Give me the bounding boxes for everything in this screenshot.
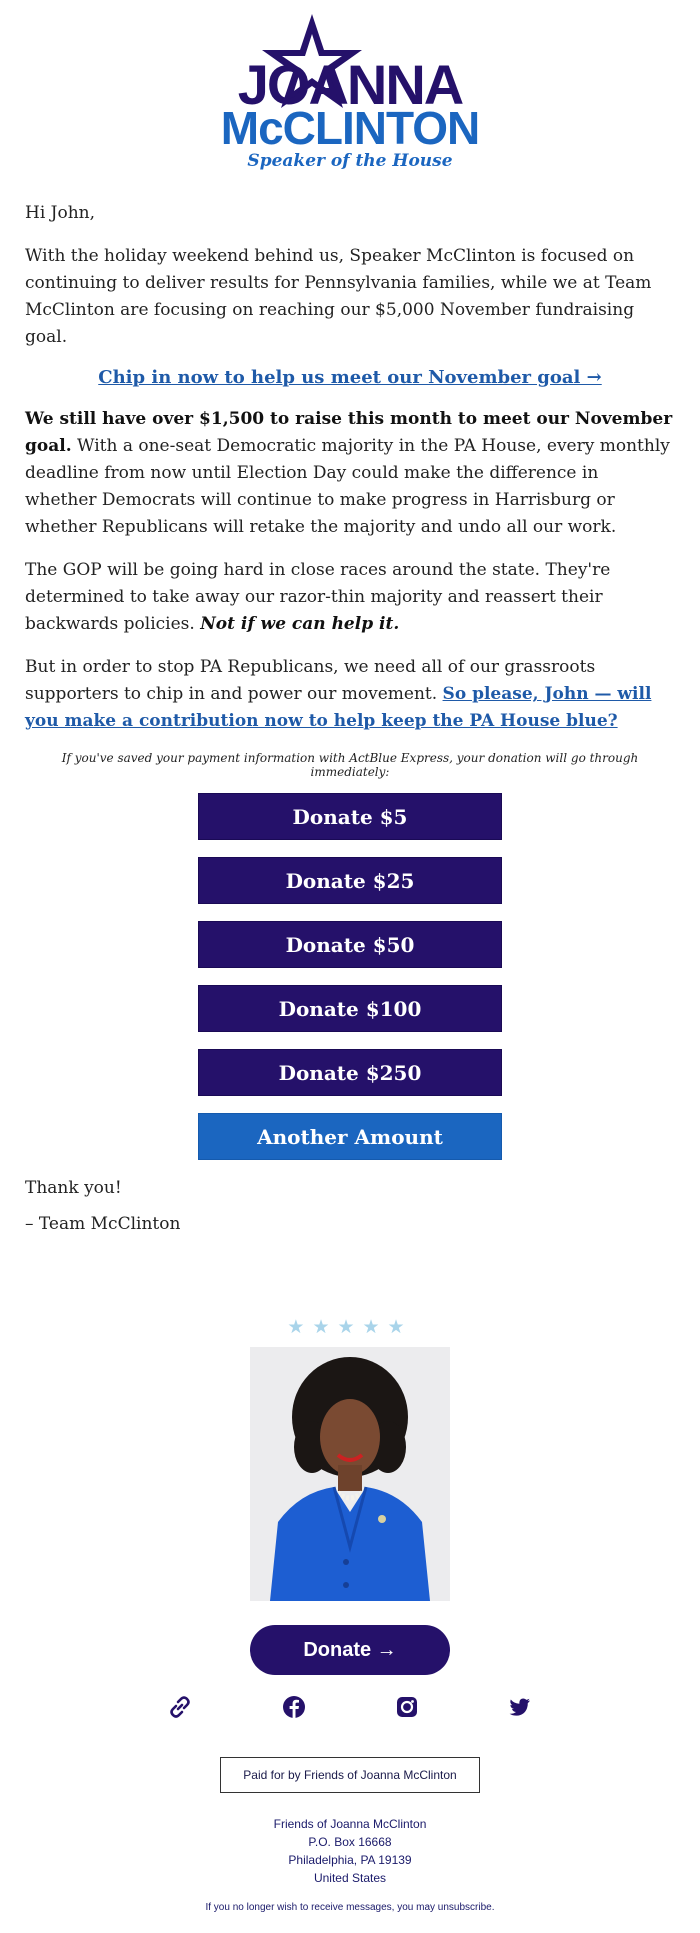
address-line: Philadelphia, PA 19139 [288, 1853, 412, 1867]
paragraph-ask [25, 654, 675, 735]
link-icon[interactable] [167, 1694, 193, 1720]
logo-line1: JOANNA [237, 53, 463, 116]
gop-text: The GOP will be going hard in close races around the state. They're determined to take away our razor-thin majority and reassert their backwards policies. [25, 560, 611, 634]
donate-5-button[interactable]: Donate $5 [198, 793, 502, 840]
signature: – Team McClinton [25, 1214, 181, 1234]
goal-bold-text: We still have over $1,500 to raise this month to meet our November goal. [25, 409, 673, 456]
donate-250-button[interactable]: Donate $250 [198, 1049, 502, 1096]
donate-25-button[interactable]: Donate $25 [198, 857, 502, 904]
another-amount-button[interactable]: Another Amount [198, 1113, 502, 1160]
paid-for-disclaimer: Paid for by Friends of Joanna McClinton [220, 1757, 480, 1793]
social-links [0, 1694, 700, 1724]
logo-tagline: Speaker of the House [247, 151, 453, 171]
unsubscribe-text[interactable]: If you no longer wish to receive messages, you may unsubscribe. [205, 1902, 495, 1913]
paragraph-intro: With the holiday weekend behind us, Speaker McClinton is focused on continuing to deliver results for Pennsylvania families, while we at Team McClinton are focusing on reaching our $5,000 November fundraising goal. [25, 246, 652, 347]
chip-in-link[interactable]: Chip in now to help us meet our November goal → [98, 367, 602, 388]
instagram-icon[interactable] [394, 1694, 420, 1720]
paragraph-goal [25, 406, 675, 541]
donate-100-button[interactable]: Donate $100 [198, 985, 502, 1032]
thank-you: Thank you! [25, 1178, 122, 1198]
twitter-icon[interactable] [507, 1694, 533, 1720]
facebook-icon[interactable] [281, 1694, 307, 1720]
actblue-note: If you've saved your payment information with ActBlue Express, your donation will go through immediately: [61, 751, 639, 779]
logo-line2: McCLINTON [220, 102, 480, 154]
donate-50-button[interactable]: Donate $50 [198, 921, 502, 968]
gop-emphasis: Not if we can help it. [200, 614, 400, 634]
candidate-photo [250, 1347, 450, 1601]
footer-donate-button[interactable]: Donate → [250, 1625, 450, 1675]
address-line: Friends of Joanna McClinton [273, 1817, 427, 1831]
mailing-address [0, 1815, 700, 1887]
address-line: P.O. Box 16668 [308, 1835, 392, 1849]
donate-button-list [198, 793, 502, 1160]
goal-rest-text: With a one-seat Democratic majority in the PA House, every monthly deadline from now until Election Day could make the difference in whether Democrats will continue to make progress in Harrisburg or whether Republicans will retake the majority and undo all our work. [25, 436, 670, 537]
contribution-link[interactable]: So please, John — will you make a contribution now to help keep the PA House blue? [25, 684, 652, 731]
ask-text: But in order to stop PA Republicans, we need all of our grassroots supporters to chip in and power our movement. [25, 657, 596, 704]
stars-decoration: ★★★★★ [287, 1316, 413, 1338]
paragraph-gop [25, 557, 675, 638]
logo-graphic [210, 12, 490, 172]
email-body [25, 200, 675, 1238]
logo [0, 12, 700, 172]
address-line: United States [313, 1871, 387, 1885]
greeting: Hi John, [25, 203, 96, 223]
